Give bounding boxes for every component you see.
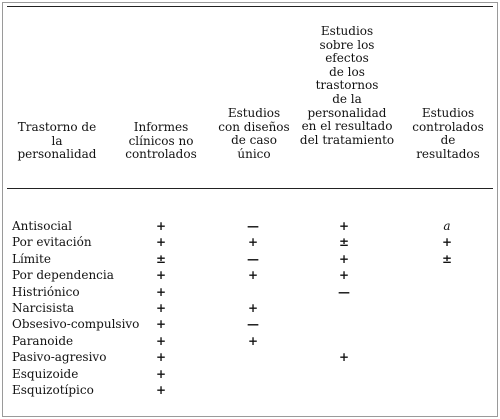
header-line: la	[51, 133, 63, 148]
header-line: Estudios	[227, 106, 281, 120]
row-label: Por evitación	[12, 235, 92, 250]
cell-informes: +	[155, 219, 167, 233]
cell-caso-unico: +	[247, 333, 259, 348]
row-label: Esquizotípico	[12, 383, 94, 397]
header-line: de caso	[231, 133, 277, 148]
cell-informes: +	[155, 350, 167, 365]
cell-informes: +	[155, 301, 167, 315]
header-line: Estudios	[421, 106, 475, 120]
header-line: de	[440, 133, 456, 148]
table-row	[3, 251, 497, 267]
column-header-informes	[115, 121, 207, 162]
cell-informes: +	[155, 317, 167, 332]
row-label: Límite	[12, 251, 51, 266]
cell-informes: +	[155, 383, 167, 397]
row-label: Esquizoide	[12, 366, 79, 381]
table-row	[3, 267, 497, 283]
row-label: Por dependencia	[12, 268, 114, 283]
table-row	[3, 382, 497, 398]
cell-informes: +	[155, 366, 167, 381]
header-line: con diseños	[218, 119, 290, 134]
table-row	[3, 218, 497, 234]
cell-efectos: ±	[338, 235, 350, 250]
table-row	[3, 300, 497, 316]
table-row	[3, 349, 497, 365]
header-line: de la	[332, 91, 362, 106]
cell-controlados: a	[443, 219, 451, 233]
header-line: Informes	[133, 120, 189, 134]
cell-caso-unico: +	[247, 301, 259, 315]
column-header-trastorno	[7, 121, 107, 162]
header-line: Trastorno de	[17, 120, 97, 134]
cell-informes: +	[155, 284, 167, 299]
cell-caso-unico: —	[247, 317, 259, 332]
header-line: del tratamiento	[299, 132, 395, 147]
cell-efectos: +	[338, 350, 350, 365]
header-line: controlados	[125, 147, 197, 162]
table-page	[2, 2, 498, 417]
row-label: Antisocial	[12, 219, 72, 233]
header-line: controlados	[412, 119, 484, 134]
header-line: personalidad	[307, 105, 387, 120]
cell-efectos: +	[338, 268, 350, 283]
cell-caso-unico: —	[247, 219, 259, 233]
table-row	[3, 316, 497, 332]
cell-informes: ±	[155, 251, 167, 266]
header-line: trastornos	[315, 78, 379, 93]
header-line: sobre los	[319, 37, 375, 52]
cell-efectos: +	[338, 219, 350, 233]
cell-controlados: +	[441, 235, 453, 250]
header-rule	[7, 188, 493, 189]
header-line: clínicos no	[128, 133, 194, 148]
top-rule	[7, 6, 493, 7]
row-label: Pasivo-agresivo	[12, 350, 107, 365]
row-label: Paranoide	[12, 333, 74, 348]
cell-informes: +	[155, 235, 167, 250]
table-row	[3, 366, 497, 382]
header-line: personalidad	[17, 147, 97, 162]
column-header-efectos	[295, 25, 399, 147]
table-row	[3, 284, 497, 300]
cell-informes: +	[155, 333, 167, 348]
table-row	[3, 333, 497, 349]
cell-caso-unico: +	[247, 268, 259, 283]
cell-caso-unico: +	[247, 235, 259, 250]
cell-informes: +	[155, 268, 167, 283]
row-label: Histriónico	[12, 284, 80, 299]
column-header-caso-unico	[208, 107, 300, 161]
cell-efectos: —	[338, 284, 350, 299]
column-header-controlados	[403, 107, 493, 161]
cell-caso-unico: —	[247, 251, 259, 266]
header-line: en el resultado	[301, 119, 393, 134]
header-line: Estudios	[320, 24, 374, 38]
cell-efectos: +	[338, 251, 350, 266]
header-line: resultados	[416, 146, 480, 161]
row-label: Narcisista	[12, 301, 75, 315]
header-line: efectos	[325, 51, 369, 66]
header-line: único	[237, 146, 271, 161]
table-row	[3, 234, 497, 250]
header-line: de los	[329, 64, 365, 79]
cell-controlados: ±	[441, 251, 453, 266]
row-label: Obsesivo-compulsivo	[12, 317, 140, 332]
